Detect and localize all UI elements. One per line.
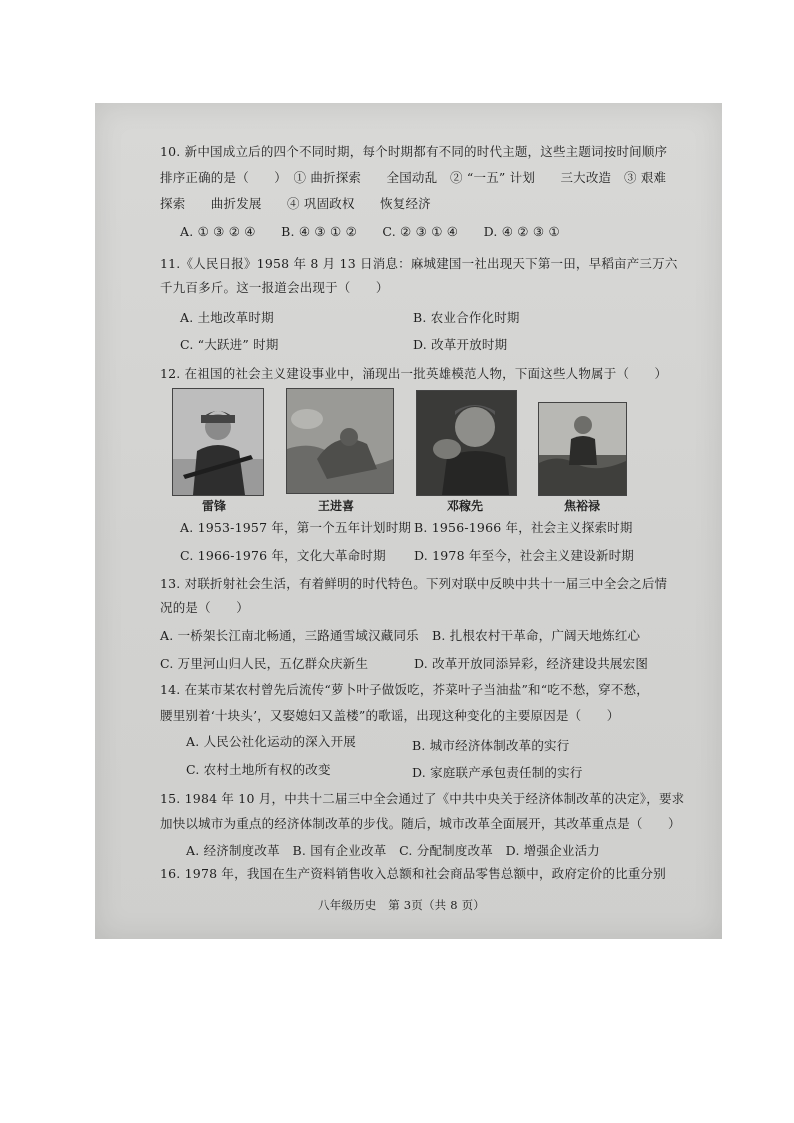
q12-stem: 12. 在祖国的社会主义建设事业中，涌现出一批英雄模范人物，下面这些人物属于（ ） [160,366,668,381]
q13-option-b: B. 扎根农村干革命，广阔天地炼红心 [432,628,641,643]
q12-option-c: C. 1966-1976 年，文化大革命时期 [180,548,386,563]
photo-jiao-yulu [538,402,627,496]
page-footer: 八年级历史 第 3页（共 8 页） [318,898,485,912]
q10-options: A. ① ③ ② ④ B. ④ ③ ① ② C. ② ③ ① ④ D. ④ ② ③ ① [180,224,560,239]
caption-wang-jinxi: 王进喜 [318,499,355,513]
q16-line1: 16. 1978 年，我国在生产资料销售收入总额和社会商品零售总额中，政府定价的比重分别 [160,866,666,881]
q15-options: A. 经济制度改革 B. 国有企业改革 C. 分配制度改革 D. 增强企业活力 [186,843,600,858]
q13-option-c: C. 万里河山归人民，五亿群众庆新生 [160,656,369,671]
q12-option-b: B. 1956-1966 年，社会主义探索时期 [414,520,633,535]
q14-option-d: D. 家庭联产承包责任制的实行 [412,765,583,780]
q11-line2: 千九百多斤。这一报道会出现于（ ） [160,280,389,295]
q13-option-a: A. 一桥架长江南北畅通，三路通雪域汉藏同乐 [160,628,419,643]
q11-option-b: B. 农业合作化时期 [413,310,520,325]
q15-line1: 15. 1984 年 10 月，中共十二届三中全会通过了《中共中央关于经济体制改革的决定》，要求 [160,791,685,806]
caption-deng-jiaxian: 邓稼先 [447,499,484,513]
caption-jiao-yulu: 焦裕禄 [564,499,601,513]
caption-lei-feng: 雷锋 [202,499,227,513]
q11-option-a: A. 土地改革时期 [180,310,274,325]
q14-line1: 14. 在某市某农村曾先后流传“萝卜叶子做饭吃，芥菜叶子当油盐”和“吃不愁，穿不愁， [160,682,649,697]
q10-line2: 排序正确的是（ ） ① 曲折探索 全国动乱 ② “一五” 计划 三大改造 ③ 艰难 [160,170,667,185]
photo-wang-jinxi [286,388,394,494]
q11-option-c: C. “大跃进” 时期 [180,337,279,352]
q13-line1: 13. 对联折射社会生活，有着鲜明的时代特色。下列对联中反映中共十一届三中全会之后情 [160,576,668,591]
q14-option-a: A. 人民公社化运动的深入开展 [186,734,356,749]
photo-lei-feng [172,388,264,496]
photo-deng-jiaxian [416,390,517,496]
q10-line1: 10. 新中国成立后的四个不同时期，每个时期都有不同的时代主题，这些主题词按时间顺序 [160,144,668,159]
q12-option-a: A. 1953-1957 年，第一个五年计划时期 [180,520,412,535]
q12-option-d: D. 1978 年至今，社会主义建设新时期 [414,548,635,563]
q13-line2: 况的是（ ） [160,600,249,615]
q11-line1: 11.《人民日报》1958 年 8 月 13 日消息：麻城建国一社出现天下第一田，早稻亩产三万六 [160,256,678,271]
q14-line2: 腰里别着‘十块头’，又娶媳妇又盖楼”的歌谣，出现这种变化的主要原因是（ ） [160,708,620,723]
q10-line3: 探索 曲折发展 ④ 巩固政权 恢复经济 [160,196,431,211]
q14-option-c: C. 农村土地所有权的改变 [186,762,331,777]
q14-option-b: B. 城市经济体制改革的实行 [412,738,570,753]
q13-option-d: D. 改革开放同添异彩，经济建设共展宏图 [414,656,649,671]
q11-option-d: D. 改革开放时期 [413,337,508,352]
q15-line2: 加快以城市为重点的经济体制改革的步伐。随后，城市改革全面展开，其改革重点是（ ） [160,816,681,831]
